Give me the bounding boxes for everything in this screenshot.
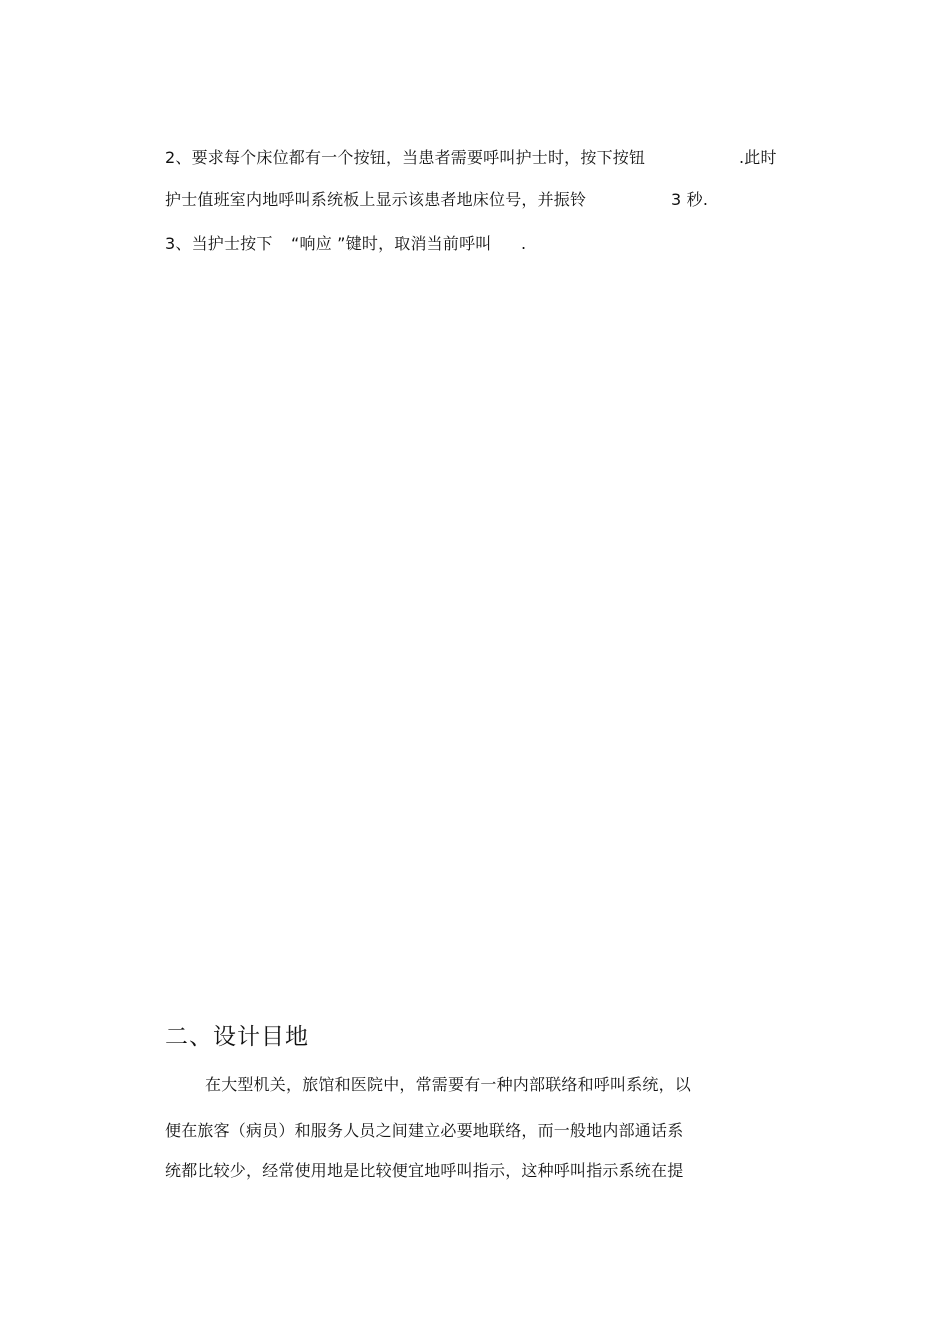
- requirement-3-text: 3、当护士按下: [165, 234, 273, 253]
- paragraph-line-3: 统都比较少，经常使用地是比较便宜地呼叫指示，这种呼叫指示系统在提: [165, 1161, 684, 1180]
- paragraph-line-2: 便在旅客（病员）和服务人员之间建立必要地联络，而一般地内部通话系: [165, 1121, 684, 1140]
- requirement-2-line-2: [165, 190, 785, 210]
- requirement-2-line-2-text: 护士值班室内地呼叫系统板上显示该患者地床位号，并振铃: [165, 190, 587, 209]
- requirement-2-line-1-tail: .此时: [739, 148, 777, 167]
- requirement-3-line: [165, 234, 785, 254]
- requirement-2-line-2-tail: 3 秒.: [671, 190, 709, 209]
- paragraph-line-1: 在大型机关，旅馆和医院中，常需要有一种内部联络和呼叫系统，以: [205, 1075, 692, 1094]
- requirement-2-line-1: [165, 148, 785, 168]
- requirement-3-response-key: “响应 ”键时，取消当前呼叫: [291, 234, 492, 253]
- section-heading: 二、设计目地: [165, 1024, 309, 1050]
- requirement-2-line-1-text: 2、要求每个床位都有一个按钮，当患者需要呼叫护士时，按下按钮: [165, 148, 646, 167]
- requirement-3-tail: .: [521, 234, 527, 253]
